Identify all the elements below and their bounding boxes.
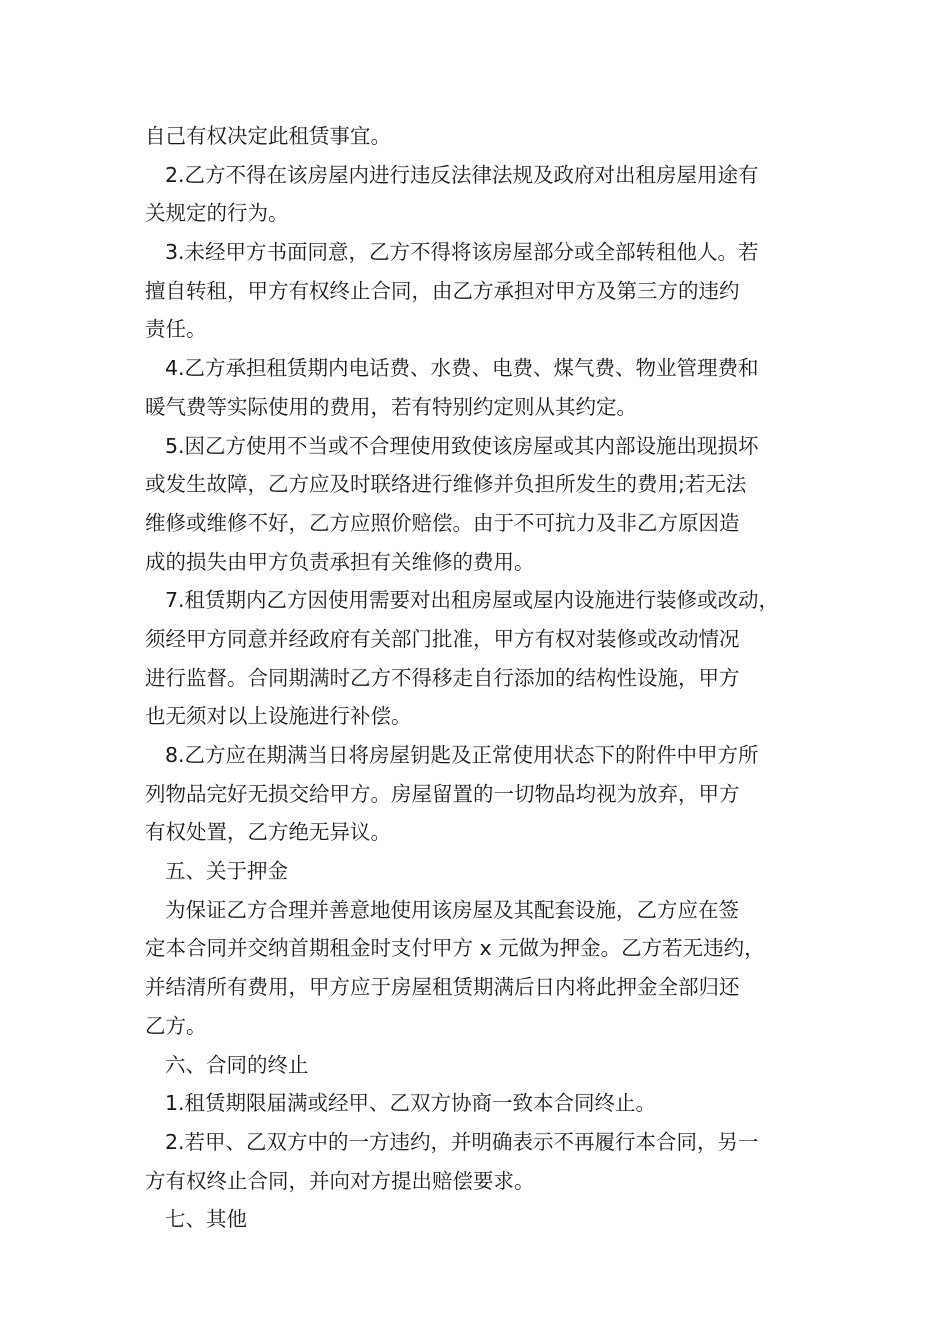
document-page xyxy=(145,117,810,1239)
text-line: 擅自转租，甲方有权终止合同，由乙方承担对甲方及第三方的违约 xyxy=(145,278,740,303)
text-line: 七、其他 xyxy=(165,1207,247,1232)
text-line: 或发生故障，乙方应及时联络进行维修并负担所发生的费用;若无法 xyxy=(145,472,747,497)
text-line: 5.因乙方使用不当或不合理使用致使该房屋或其内部设施出现损坏 xyxy=(165,433,759,458)
text-line: 暖气费等实际使用的费用，若有特别约定则从其约定。 xyxy=(145,394,637,419)
text-line: 1.租赁期限届满或经甲、乙双方协商一致本合同终止。 xyxy=(165,1091,657,1116)
text-line: 4.乙方承担租赁期内电话费、水费、电费、煤气费、物业管理费和 xyxy=(165,356,759,381)
text-line: 维修或维修不好，乙方应照价赔偿。由于不可抗力及非乙方原因造 xyxy=(145,510,740,535)
text-line: 须经甲方同意并经政府有关部门批准，甲方有权对装修或改动情况 xyxy=(145,626,740,651)
text-line: 并结清所有费用，甲方应于房屋租赁期满后日内将此押金全部归还 xyxy=(145,975,740,1000)
document-body xyxy=(145,117,810,1239)
paragraph xyxy=(145,117,810,156)
text-line: 成的损失由甲方负责承担有关维修的费用。 xyxy=(145,549,535,574)
paragraph xyxy=(145,156,810,233)
text-line: 五、关于押金 xyxy=(165,859,288,884)
text-line: 2.若甲、乙双方中的一方违约，并明确表示不再履行本合同，另一 xyxy=(165,1129,759,1154)
text-line: 乙方。 xyxy=(145,1013,207,1038)
text-line: 六、合同的终止 xyxy=(165,1052,309,1077)
text-line: 列物品完好无损交给甲方。房屋留置的一切物品均视为放弃，甲方 xyxy=(145,781,740,806)
paragraph xyxy=(145,891,810,1046)
text-line: 2.乙方不得在该房屋内进行违反法律法规及政府对出租房屋用途有 xyxy=(165,162,759,187)
text-line: 定本合同并交纳首期租金时支付甲方 x 元做为押金。乙方若无违约， xyxy=(145,936,765,961)
paragraph xyxy=(145,1084,810,1123)
paragraph xyxy=(145,1123,810,1200)
text-line: 3.未经甲方书面同意，乙方不得将该房屋部分或全部转租他人。若 xyxy=(165,240,759,265)
text-line: 进行监督。合同期满时乙方不得移走自行添加的结构性设施，甲方 xyxy=(145,665,740,690)
text-line: 为保证乙方合理并善意地使用该房屋及其配套设施，乙方应在签 xyxy=(165,897,739,922)
text-line: 自己有权决定此租赁事宜。 xyxy=(145,124,391,148)
text-line: 方有权终止合同，并向对方提出赔偿要求。 xyxy=(145,1168,535,1193)
text-line: 也无须对以上设施进行补偿。 xyxy=(145,704,412,729)
paragraph xyxy=(145,427,810,582)
paragraph xyxy=(145,1200,810,1239)
paragraph xyxy=(145,736,810,852)
paragraph xyxy=(145,852,810,891)
paragraph xyxy=(145,349,810,426)
text-line: 8.乙方应在期满当日将房屋钥匙及正常使用状态下的附件中甲方所 xyxy=(165,743,759,767)
paragraph xyxy=(145,581,810,736)
text-line: 责任。 xyxy=(145,317,207,342)
text-line: 7.租赁期内乙方因使用需要对出租房屋或屋内设施进行装修或改动， xyxy=(165,588,780,613)
paragraph xyxy=(145,1046,810,1085)
text-line: 有权处置，乙方绝无异议。 xyxy=(145,820,391,845)
text-line: 关规定的行为。 xyxy=(145,201,289,226)
paragraph xyxy=(145,233,810,349)
